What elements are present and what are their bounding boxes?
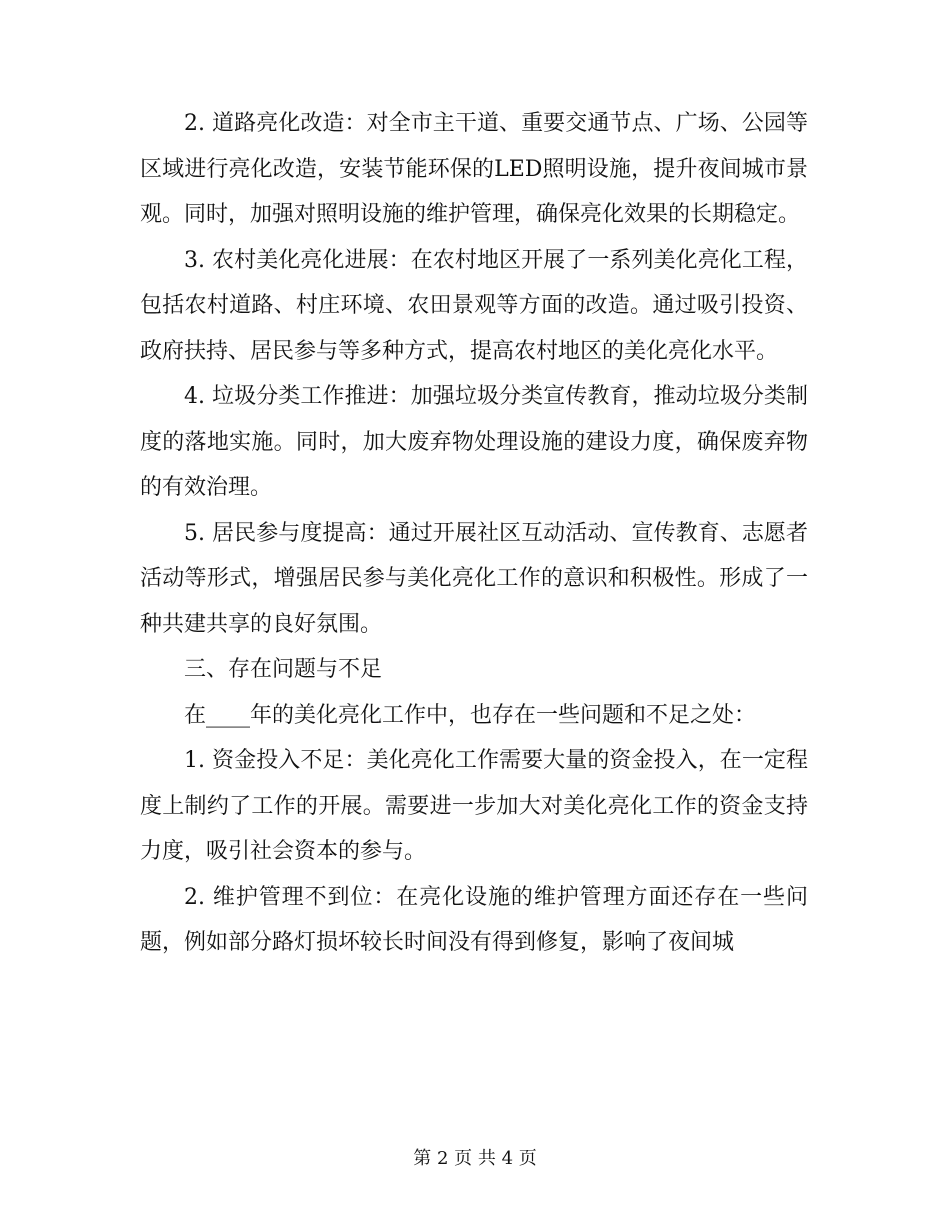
paragraph-road-lighting: 2. 道路亮化改造：对全市主干道、重要交通节点、广场、公园等区域进行亮化改造，安装节能环保的LED照明设施，提升夜间城市景观。同时，加强对照明设施的维护管理，确保亮化效果的长期稳定。 <box>140 111 808 227</box>
paragraph-resident-participation: 5. 居民参与度提高：通过开展社区互动活动、宣传教育、志愿者活动等形式，增强居民参与美化亮化工作的意识和积极性。形成了一种共建共享的良好氛围。 <box>140 520 808 637</box>
section-heading-problems: 三、存在问题与不足 <box>184 657 383 682</box>
paragraph-rural-beautification: 3. 农村美化亮化进展：在农村地区开展了一系列美化亮化工程，包括农村道路、村庄环境、农田景观等方面的改造。通过吸引投资、政府扶持、居民参与等多种方式，提高农村地区的美化亮化水平。 <box>140 247 808 364</box>
paragraph-waste-sorting: 4. 垃圾分类工作推进：加强垃圾分类宣传教育，推动垃圾分类制度的落地实施。同时，加大废弃物处理设施的建设力度，确保废弃物的有效治理。 <box>140 384 808 500</box>
paragraph-maintenance-issues: 2. 维护管理不到位：在亮化设施的维护管理方面还存在一些问题，例如部分路灯损坏较长时间没有得到修复，影响了夜间城 <box>140 884 808 955</box>
page-number-footer: 第 2 页 共 4 页 <box>413 1148 537 1169</box>
paragraph-problems-intro: 在____年的美化亮化工作中，也存在一些问题和不足之处： <box>184 702 757 728</box>
document-body <box>140 101 808 966</box>
paragraph-insufficient-funding: 1. 资金投入不足：美化亮化工作需要大量的资金投入，在一定程度上制约了工作的开展。需要进一步加大对美化亮化工作的资金支持力度，吸引社会资本的参与。 <box>140 748 808 864</box>
